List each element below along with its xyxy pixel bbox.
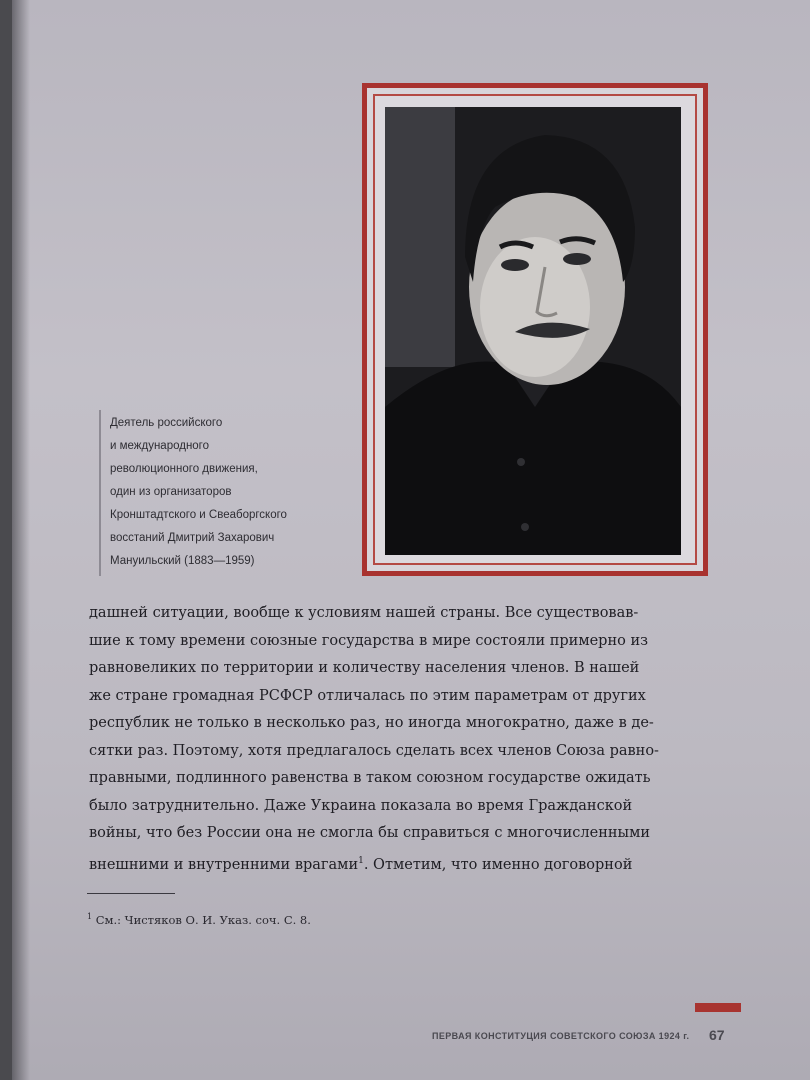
portrait-photo — [385, 107, 681, 555]
running-head: ПЕРВАЯ КОНСТИТУЦИЯ СОВЕТСКОГО СОЮЗА 1924 г. — [432, 1031, 690, 1041]
body-line: правными, подлинного равенства в таком союзном государстве ожидать — [89, 770, 651, 786]
caption-rule — [99, 410, 101, 576]
page-gutter-shadow — [12, 0, 30, 1080]
book-page — [12, 0, 810, 1080]
footer-accent-bar — [695, 1003, 741, 1012]
body-line: равновеликих по территории и количеству населения членов. В нашей — [89, 660, 640, 676]
body-line-text: . Отметим, что именно договорной — [363, 856, 633, 873]
footnote — [87, 912, 311, 927]
caption-line: революционного движения, — [110, 463, 258, 475]
caption-line: и международного — [110, 440, 210, 452]
body-line: было затруднительно. Даже Украина показала во время Гражданской — [89, 797, 633, 814]
body-paragraph — [89, 600, 729, 879]
body-line: же стране громадная РСФСР отличалась по этим параметрам от других — [89, 687, 646, 704]
body-line: войны, что без России она не смогла бы справиться с многочисленными — [89, 825, 651, 841]
footnote-reference[interactable]: 1 — [358, 855, 364, 866]
portrait-frame — [362, 83, 708, 576]
body-line-last — [89, 848, 729, 879]
footnote-mark: 1 — [87, 912, 93, 921]
footnote-text: См.: Чистяков О. И. Указ. соч. С. 8. — [92, 912, 311, 927]
caption-line: Кронштадтского и Свеаборгского — [110, 509, 287, 521]
caption-line: один из организаторов — [110, 486, 232, 498]
body-line: республик не только в несколько раз, но иногда многократно, даже в де- — [89, 715, 654, 731]
body-line: дашней ситуации, вообще к условиям нашей страны. Все существовав- — [89, 605, 639, 621]
page-number: 67 — [709, 1027, 725, 1043]
caption-line: Мануильский (1883—1959) — [110, 555, 255, 567]
caption-line: Деятель российского — [110, 417, 223, 429]
body-line-text: внешними и внутренними врагами — [89, 856, 359, 873]
footnote-rule — [87, 893, 175, 894]
caption-line: восстаний Дмитрий Захарович — [110, 532, 275, 544]
portrait-illustration — [385, 107, 681, 555]
photo-caption — [110, 412, 360, 573]
body-line: сятки раз. Поэтому, хотя предлагалось сделать всех членов Союза равно- — [89, 742, 659, 759]
body-line: шие к тому времени союзные государства в мире состояли примерно из — [89, 632, 649, 649]
